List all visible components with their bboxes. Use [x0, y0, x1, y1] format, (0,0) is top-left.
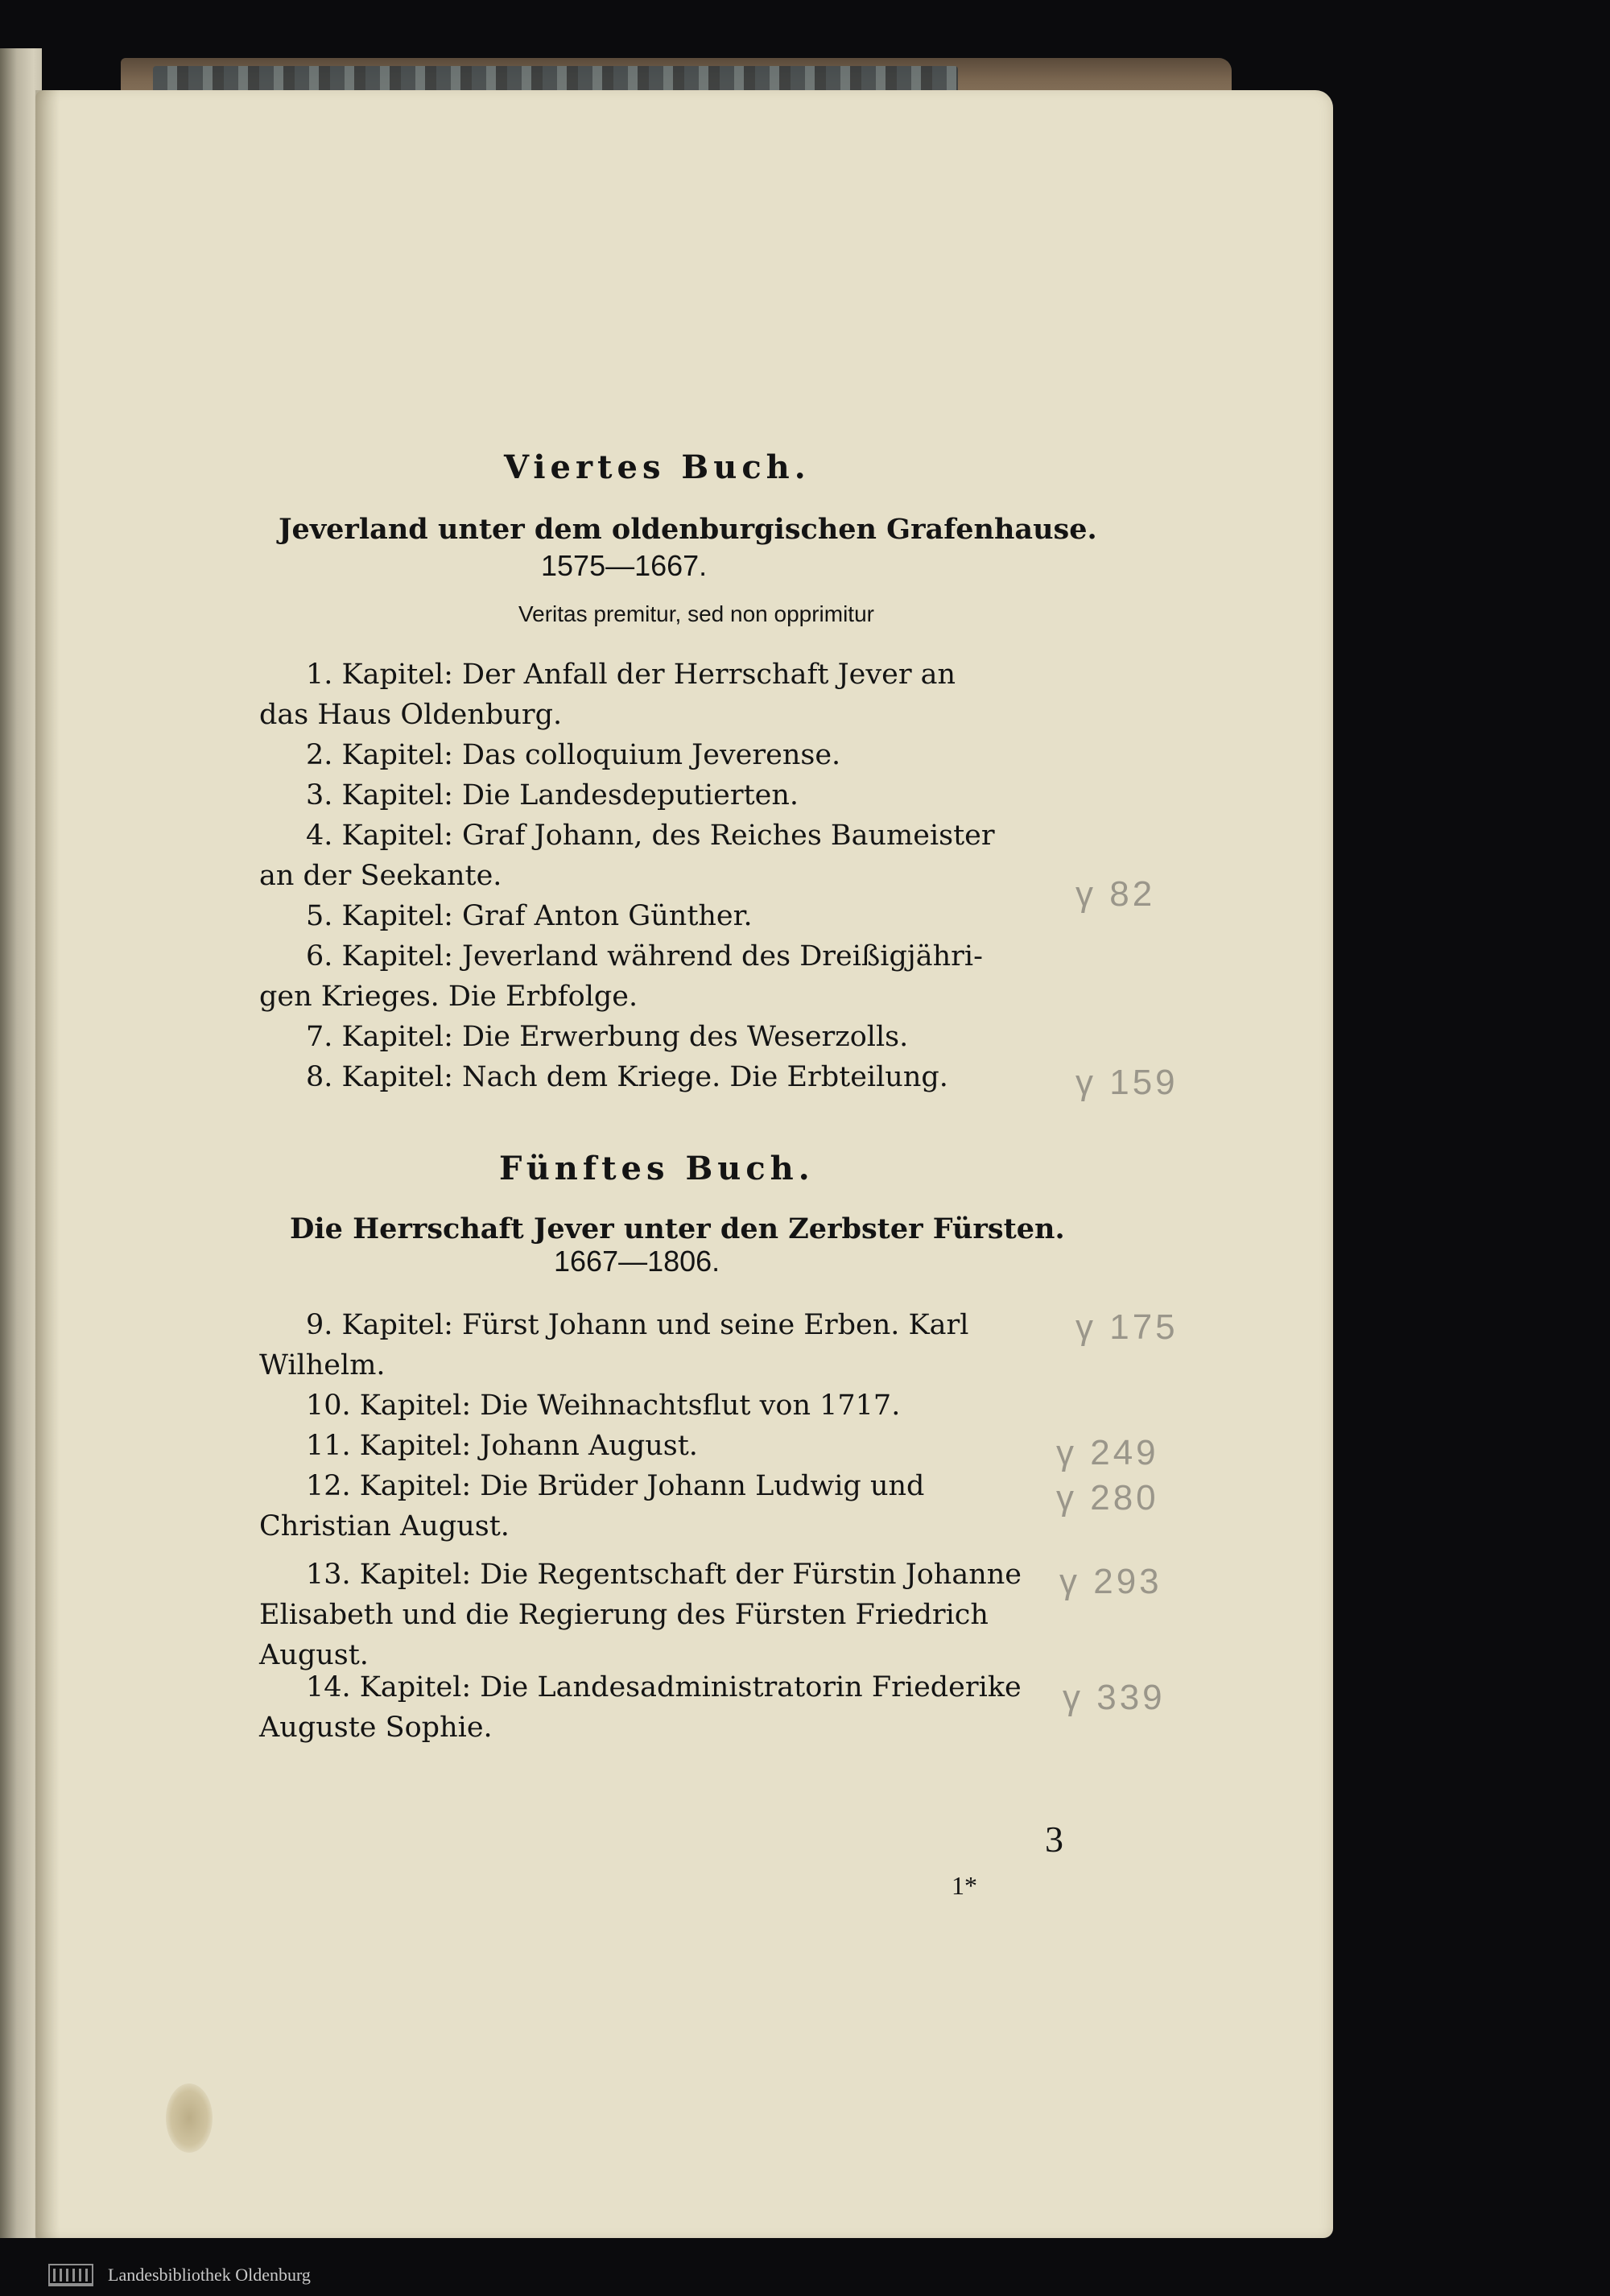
- chapter-3: 3. Kapitel: Die Landesdeputierten.: [306, 779, 799, 811]
- chapter-5: 5. Kapitel: Graf Anton Günther.: [306, 900, 753, 932]
- chapter-1-line-2: das Haus Oldenburg.: [259, 699, 563, 731]
- chapter-13-line-3: August.: [259, 1639, 369, 1671]
- printer-signature-mark: 1*: [952, 1871, 977, 1900]
- chapter-1-line-1: 1. Kapitel: Der Anfall der Herrschaft Jever an: [306, 659, 956, 691]
- chapter-8: 8. Kapitel: Nach dem Kriege. Die Erbteilung.: [306, 1061, 948, 1093]
- chapter-14-line-1: 14. Kapitel: Die Landesadministratorin Friederike: [306, 1671, 1022, 1703]
- chapter-6-line-2: gen Krieges. Die Erbfolge.: [259, 981, 638, 1013]
- pencil-note: γ 82: [1075, 874, 1156, 914]
- book4-title: Jeverland unter dem oldenburgischen Grafenhause.: [279, 513, 1097, 546]
- chapter-13-line-1: 13. Kapitel: Die Regentschaft der Fürstin Johanne: [306, 1559, 1022, 1591]
- book5-heading: Fünftes Buch.: [499, 1150, 815, 1187]
- chapter-10: 10. Kapitel: Die Weihnachtsflut von 1717.: [306, 1390, 901, 1422]
- pencil-note: γ 159: [1075, 1063, 1179, 1102]
- pencil-note: γ 339: [1063, 1678, 1166, 1717]
- chapter-4-line-1: 4. Kapitel: Graf Johann, des Reiches Baumeister: [306, 820, 995, 852]
- chapter-12-line-1: 12. Kapitel: Die Brüder Johann Ludwig und: [306, 1470, 925, 1502]
- chapter-12-line-2: Christian August.: [259, 1510, 510, 1542]
- paper-stain: [166, 2083, 213, 2153]
- chapter-9-line-2: Wilhelm.: [259, 1349, 386, 1381]
- chapter-9-line-1: 9. Kapitel: Fürst Johann und seine Erben. Karl: [306, 1309, 969, 1341]
- library-building-icon: [48, 2264, 93, 2286]
- book5-years: 1667—1806.: [554, 1245, 720, 1278]
- chapter-4-line-2: an der Seekante.: [259, 860, 502, 892]
- book4-heading: Viertes Buch.: [504, 448, 811, 486]
- book5-title: Die Herrschaft Jever unter den Zerbster Fürsten.: [290, 1212, 1065, 1245]
- chapter-13-line-2: Elisabeth und die Regierung des Fürsten Friedrich: [259, 1599, 989, 1631]
- page-gutter-shadow: [35, 90, 60, 2238]
- book4-motto: Veritas premitur, sed non opprimitur: [518, 601, 874, 626]
- chapter-11: 11. Kapitel: Johann August.: [306, 1430, 698, 1462]
- chapter-7: 7. Kapitel: Die Erwerbung des Weserzolls.: [306, 1021, 909, 1053]
- pencil-note: γ 175: [1075, 1307, 1179, 1347]
- pencil-note: γ 293: [1059, 1562, 1162, 1601]
- pencil-note: γ 280: [1056, 1478, 1159, 1518]
- pencil-note: γ 249: [1056, 1433, 1159, 1472]
- chapter-6-line-1: 6. Kapitel: Jeverland während des Dreißigjähri-: [306, 940, 983, 972]
- book4-years: 1575—1667.: [541, 549, 708, 582]
- footer-library-name: Landesbibliothek Oldenburg: [108, 2265, 311, 2285]
- page-number: 3: [1045, 1819, 1063, 1860]
- chapter-2: 2. Kapitel: Das colloquium Jeverense.: [306, 739, 841, 771]
- chapter-14-line-2: Auguste Sophie.: [259, 1712, 493, 1744]
